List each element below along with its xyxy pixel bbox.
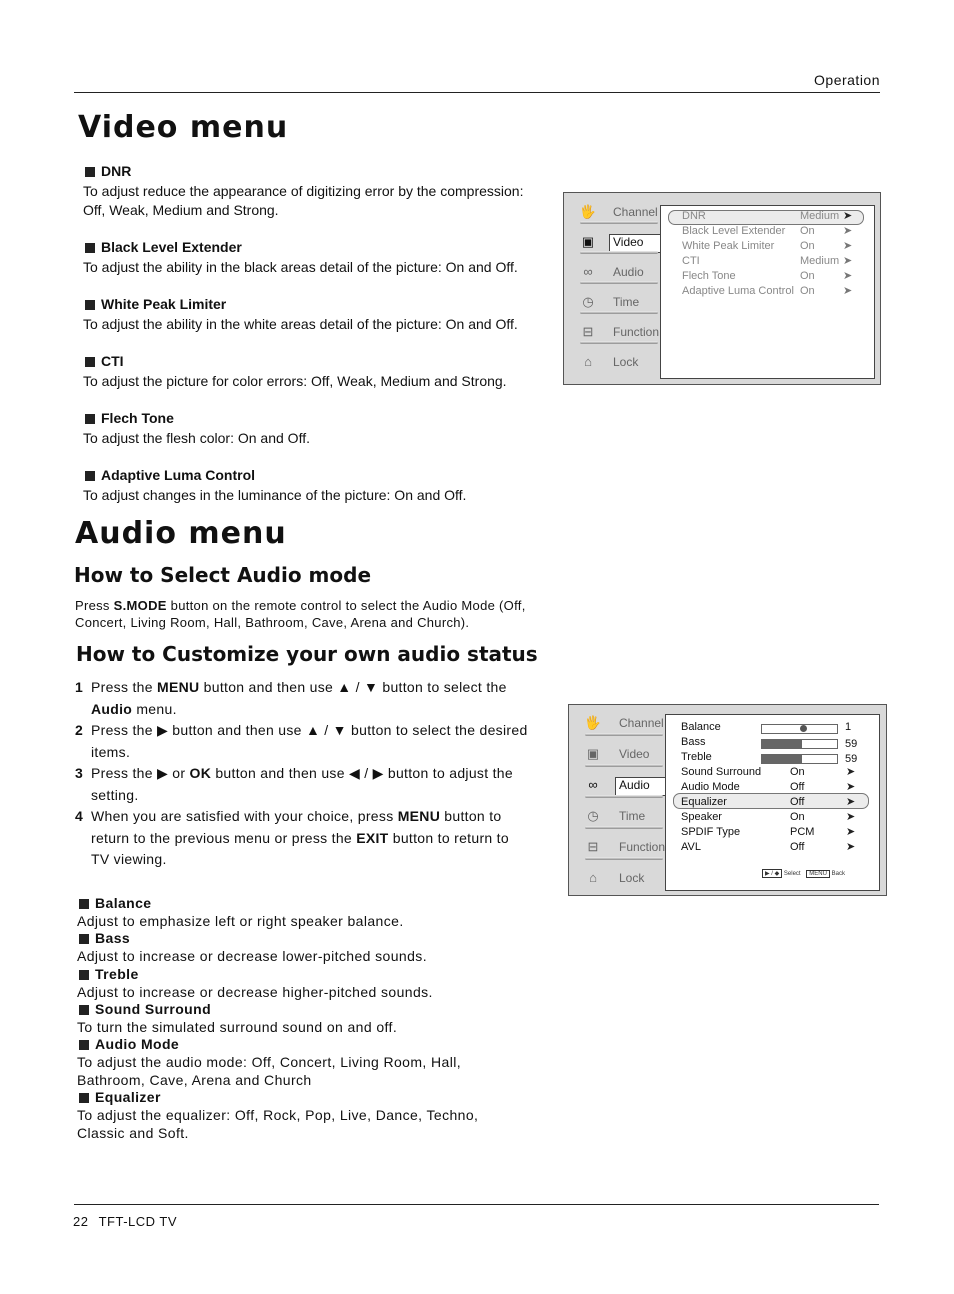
level-bar[interactable] — [761, 739, 838, 749]
key-name: MENU — [157, 679, 200, 695]
row-value: On — [800, 240, 815, 252]
arrow-right-icon: ➤ — [846, 781, 856, 793]
row-key: Adaptive Luma Control — [682, 285, 794, 297]
level-fill — [762, 740, 802, 748]
video-osd-panel — [660, 205, 875, 379]
video-item-term-text: Adaptive Luma Control — [101, 467, 256, 483]
video-osd-row[interactable] — [682, 210, 867, 224]
audio-menu-title: Audio menu — [75, 516, 287, 551]
audio-osd-row[interactable] — [681, 781, 871, 795]
video-icon: ▣ — [581, 234, 595, 249]
row-value: On — [790, 811, 805, 823]
audio-item-term — [79, 895, 152, 911]
instruction-step — [75, 677, 531, 720]
row-key: AVL — [681, 841, 701, 853]
step-text: Press the — [91, 679, 158, 695]
arrow-right-icon: ➤ — [846, 826, 856, 838]
video-item-desc: To adjust reduce the appearance of digitizing error by the compression: Off, Weak, Medium and Strong. — [83, 183, 524, 218]
bullet-square — [85, 167, 95, 177]
audio-osd-row[interactable] — [681, 721, 871, 735]
video-item-term-text: Flech Tone — [101, 410, 174, 426]
instruction-step — [75, 763, 531, 806]
level-fill — [762, 755, 802, 763]
customize-audio-heading: How to Customize your own audio status — [76, 642, 538, 666]
balance-knob[interactable] — [800, 725, 807, 732]
video-item-term — [85, 467, 255, 483]
bullet-square — [85, 243, 95, 253]
arrow-right-icon: ➤ — [846, 766, 856, 778]
audio-osd-footer — [762, 869, 845, 878]
audio-osd-row[interactable] — [681, 796, 871, 810]
video-osd-tab-time[interactable] — [578, 293, 660, 313]
menu-divider — [580, 341, 658, 344]
bullet-square — [79, 934, 89, 944]
video-item-desc: To adjust the picture for color errors: Off, Weak, Medium and Strong. — [83, 373, 507, 389]
channel-icon: 🖐 — [579, 204, 597, 219]
video-menu-title: Video menu — [78, 110, 289, 145]
key-name: OK — [189, 765, 212, 781]
video-item-desc: To adjust the ability in the white areas detail of the picture: On and Off. — [83, 316, 518, 332]
row-key: Flech Tone — [682, 270, 736, 282]
menu-divider — [580, 311, 658, 314]
arrow-right-icon: ➤ — [843, 255, 853, 267]
step-number: 4 — [75, 808, 84, 824]
step-number: 3 — [75, 765, 84, 781]
video-osd-tab-video[interactable] — [578, 233, 660, 253]
header-rule — [74, 92, 880, 93]
page-number: 22 — [73, 1214, 89, 1229]
menu-divider — [585, 795, 663, 798]
audio-item-desc: To adjust the audio mode: Off, Concert, Living Room, Hall, Bathroom, Cave, Arena and Church — [77, 1054, 462, 1088]
step-text: Press the ▶ or — [91, 765, 190, 781]
audio-item-term-text: Sound Surround — [95, 1001, 212, 1017]
audio-osd-tab-label: Time — [619, 809, 646, 823]
lock-icon: ⌂ — [584, 354, 592, 369]
audio-osd-tab-label: Channel — [619, 716, 664, 730]
video-osd-tab-channel[interactable] — [578, 203, 660, 223]
audio-item-term-text: Treble — [95, 966, 139, 982]
video-item-term — [85, 353, 124, 369]
bullet-square — [85, 471, 95, 481]
video-osd — [563, 192, 881, 385]
audio-item-term — [79, 1001, 211, 1017]
bullet-square — [85, 300, 95, 310]
video-osd-row[interactable] — [682, 270, 867, 284]
row-value: On — [800, 285, 815, 297]
menu-divider — [580, 221, 658, 224]
audio-item-term-text: Bass — [95, 930, 131, 946]
video-osd-tab-label: Audio — [613, 265, 644, 279]
level-bar[interactable] — [761, 754, 838, 764]
video-item-term-text: DNR — [101, 163, 132, 179]
audio-item-desc: To adjust the equalizer: Off, Rock, Pop, Live, Dance, Techno, Classic and Soft. — [77, 1107, 479, 1141]
video-item-term-text: CTI — [101, 353, 124, 369]
audio-osd-tab-label: Audio — [619, 778, 650, 792]
video-osd-tab-label: Function — [613, 325, 660, 339]
audio-osd-row[interactable] — [681, 841, 871, 855]
arrow-right-icon: ➤ — [846, 811, 856, 823]
instruction-step — [75, 720, 531, 763]
instruction-step — [75, 806, 531, 871]
audio-icon: ∞ — [583, 264, 593, 279]
video-osd-row[interactable] — [682, 240, 867, 254]
step-text: When you are satisfied with your choice, press — [91, 808, 398, 824]
video-item-term — [85, 296, 226, 312]
row-value: On — [800, 225, 815, 237]
video-osd-tab-label: Lock — [613, 355, 639, 369]
audio-osd-tab-video[interactable] — [583, 745, 665, 765]
audio-osd-tab-label: Lock — [619, 871, 645, 885]
row-value: 59 — [845, 738, 858, 750]
audio-item-desc: Adjust to increase or decrease higher-pitched sounds. — [77, 984, 433, 1000]
row-key: DNR — [682, 210, 706, 222]
audio-item-term — [79, 1089, 161, 1105]
step-text: button to return to the previous menu or press the — [91, 808, 502, 846]
video-osd-row[interactable] — [682, 285, 867, 299]
audio-item-term — [79, 930, 130, 946]
video-osd-tab-label: Channel — [613, 205, 658, 219]
row-value: Off — [790, 841, 805, 853]
audio-item-term — [79, 966, 139, 982]
audio-item-term-text: Equalizer — [95, 1089, 161, 1105]
function-icon: ⊟ — [587, 839, 599, 854]
audio-osd-row[interactable] — [681, 826, 871, 840]
video-item-term — [85, 239, 242, 255]
footer-back-label: Back — [831, 871, 845, 877]
balance-slider[interactable] — [761, 724, 838, 734]
audio-osd-panel — [665, 714, 880, 891]
row-value: Medium — [800, 255, 840, 267]
select-audio-heading: How to Select Audio mode — [74, 563, 372, 587]
audio-osd-tab-function[interactable] — [583, 838, 665, 858]
step-text: button to return to TV viewing. — [91, 829, 509, 867]
menu-divider — [580, 251, 658, 254]
time-icon: ◷ — [582, 294, 594, 309]
arrow-right-icon: ➤ — [843, 285, 853, 297]
audio-item-term — [79, 1036, 179, 1052]
step-text: button and then use ▲ / ▼ button to select the — [199, 679, 507, 695]
arrow-right-icon: ➤ — [843, 240, 853, 252]
audio-osd-row[interactable] — [681, 751, 871, 765]
bullet-square — [79, 899, 89, 909]
bullet-square — [79, 1093, 89, 1103]
menu-divider — [580, 281, 658, 284]
row-value: On — [800, 270, 815, 282]
lock-icon: ⌂ — [589, 870, 597, 885]
row-key: Balance — [681, 721, 721, 733]
arrow-right-icon: ➤ — [843, 210, 853, 222]
audio-item-term-text: Audio Mode — [95, 1036, 180, 1052]
video-osd-row[interactable] — [682, 255, 867, 269]
menu-divider — [585, 826, 663, 829]
key-name: MENU — [397, 808, 441, 824]
video-item-term — [85, 163, 131, 179]
arrow-right-icon: ➤ — [843, 270, 853, 282]
arrow-right-icon: ➤ — [846, 841, 856, 853]
row-value: Off — [790, 796, 805, 808]
row-key: Black Level Extender — [682, 225, 786, 237]
row-value: 1 — [845, 721, 852, 733]
bullet-square — [79, 970, 89, 980]
step-text: button and then use ◀ / ▶ button to adjust the setting. — [91, 765, 513, 803]
menu-divider — [585, 857, 663, 860]
bullet-square — [79, 1005, 89, 1015]
audio-icon: ∞ — [588, 777, 598, 792]
audio-osd-row[interactable] — [681, 766, 871, 780]
audio-osd — [568, 704, 887, 896]
audio-item-desc: Adjust to increase or decrease lower-pitched sounds. — [77, 948, 427, 964]
row-value: PCM — [790, 826, 815, 838]
function-icon: ⊟ — [582, 324, 594, 339]
audio-item-desc: To turn the simulated surround sound on and off. — [77, 1019, 398, 1035]
menu-divider — [585, 764, 663, 767]
step-text: menu. — [132, 700, 177, 717]
step-number: 1 — [75, 679, 84, 695]
audio-osd-tab-time[interactable] — [583, 807, 665, 827]
footer-rule — [74, 1204, 879, 1205]
video-osd-tab-audio[interactable] — [578, 263, 660, 283]
row-value: On — [790, 766, 805, 778]
menu-divider — [585, 733, 663, 736]
arrow-right-icon: ➤ — [846, 796, 856, 808]
row-key: Bass — [681, 736, 706, 748]
audio-osd-tab-lock[interactable] — [583, 869, 665, 889]
time-icon: ◷ — [587, 808, 599, 823]
select-key-icon: ▶ / ◆ — [762, 869, 782, 878]
row-value: Medium — [800, 210, 840, 222]
video-item-term-text: White Peak Limiter — [101, 296, 227, 312]
row-key: White Peak Limiter — [682, 240, 775, 252]
row-key: Equalizer — [681, 796, 727, 808]
menu-key-icon: MENU — [806, 870, 830, 878]
video-icon: ▣ — [586, 746, 600, 761]
arrow-right-icon: ➤ — [843, 225, 853, 237]
video-osd-tab-lock[interactable] — [578, 353, 660, 373]
video-osd-tab-label: Time — [613, 295, 640, 309]
video-item-desc: To adjust changes in the luminance of the picture: On and Off. — [83, 487, 467, 503]
row-key: Treble — [681, 751, 712, 763]
video-osd-tab-label: Video — [613, 235, 644, 249]
video-item-term-text: Black Level Extender — [101, 239, 242, 255]
bullet-square — [85, 357, 95, 367]
page-footer — [73, 1214, 177, 1229]
audio-item-term-text: Balance — [95, 895, 152, 911]
channel-icon: 🖐 — [584, 715, 602, 730]
row-key: Audio Mode — [681, 781, 740, 793]
footer-select-label: Select — [783, 871, 801, 877]
video-item-desc: To adjust the ability in the black areas detail of the picture: On and Off. — [83, 259, 518, 275]
row-value: Off — [790, 781, 805, 793]
audio-osd-tab-label: Video — [619, 747, 650, 761]
product-name: TFT-LCD TV — [98, 1214, 178, 1229]
row-key: SPDIF Type — [681, 826, 741, 838]
row-key: Speaker — [681, 811, 722, 823]
section-label: Operation — [814, 72, 880, 88]
bullet-square — [79, 1040, 89, 1050]
key-name: Audio — [91, 700, 133, 717]
audio-osd-tab-label: Function — [619, 840, 666, 854]
audio-osd-tab-channel[interactable] — [583, 714, 665, 734]
video-item-term — [85, 410, 174, 426]
audio-osd-row[interactable] — [681, 811, 871, 825]
video-osd-tab-function[interactable] — [578, 323, 660, 343]
row-key: CTI — [682, 255, 700, 267]
select-audio-text: Press S.MODE button on the remote control to select the Audio Mode (Off, Concert, Living Room, Hall, Bathroom, Cave, Arena and Church). — [75, 598, 526, 630]
smode-key: S.MODE — [113, 598, 167, 613]
bullet-square — [85, 414, 95, 424]
audio-osd-tab-audio[interactable] — [583, 776, 665, 796]
row-value: 59 — [845, 753, 858, 765]
audio-item-desc: Adjust to emphasize left or right speaker balance. — [77, 913, 404, 929]
row-key: Sound Surround — [681, 766, 762, 778]
video-osd-row[interactable] — [682, 225, 867, 239]
step-number: 2 — [75, 722, 84, 738]
key-name: EXIT — [356, 829, 389, 846]
audio-osd-row[interactable] — [681, 736, 871, 750]
video-item-desc: To adjust the flesh color: On and Off. — [83, 430, 310, 446]
step-text: Press the ▶ button and then use ▲ / ▼ button to select the desired items. — [91, 722, 528, 760]
